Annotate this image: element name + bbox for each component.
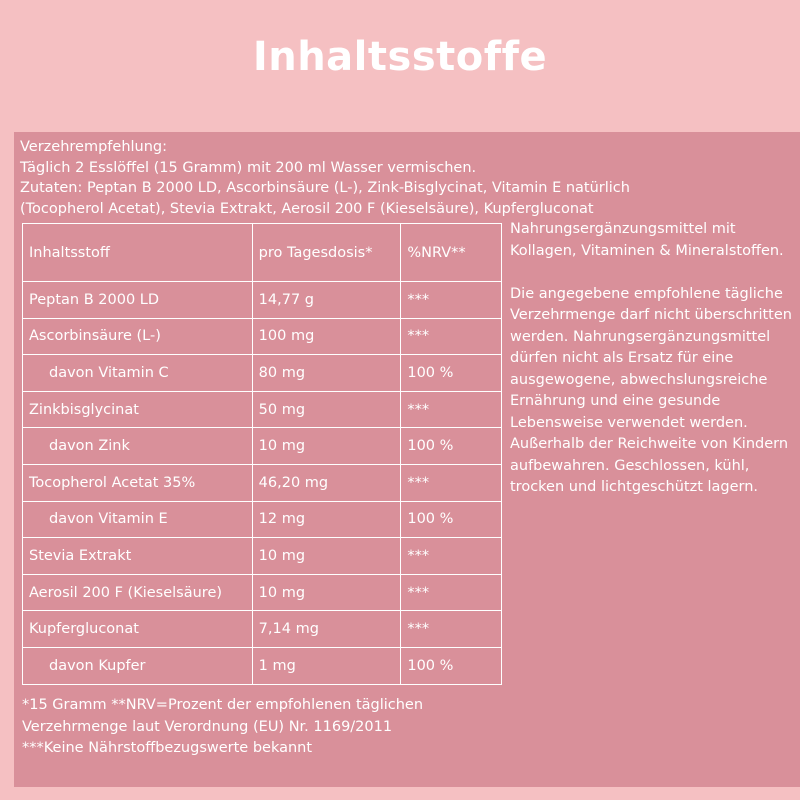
cell-ingredient: Peptan B 2000 LD xyxy=(23,282,253,319)
nutrition-table xyxy=(22,223,502,685)
intro-ingredients-line1: Zutaten: Peptan B 2000 LD, Ascorbinsäure (L-), Zink-Bisglycinat, Vitamin E natürlich xyxy=(20,180,630,196)
cell-dose: 14,77 g xyxy=(252,282,401,319)
table-header-row xyxy=(23,224,502,282)
cell-dose: 10 mg xyxy=(252,428,401,465)
cell-nrv: *** xyxy=(401,318,502,355)
table-row xyxy=(23,647,502,684)
cell-nrv: *** xyxy=(401,611,502,648)
intro-heading: Verzehrempfehlung: xyxy=(20,139,168,155)
cell-dose: 50 mg xyxy=(252,391,401,428)
product-description: Nahrungsergänzungsmittel mit Kollagen, Vitaminen & Mineralstoffen. xyxy=(510,221,784,259)
table-row xyxy=(23,318,502,355)
cell-nrv: *** xyxy=(401,391,502,428)
intro-text xyxy=(20,137,780,219)
cell-ingredient: davon Zink xyxy=(23,428,253,465)
table-row xyxy=(23,611,502,648)
cell-nrv: 100 % xyxy=(401,647,502,684)
cell-ingredient: davon Vitamin E xyxy=(23,501,253,538)
intro-dosage: Täglich 2 Esslöffel (15 Gramm) mit 200 ml Wasser vermischen. xyxy=(20,159,477,176)
table-row xyxy=(23,464,502,501)
table-row xyxy=(23,428,502,465)
header-ingredient: Inhaltsstoff xyxy=(23,224,253,282)
cell-dose: 1 mg xyxy=(252,647,401,684)
table-row xyxy=(23,501,502,538)
cell-ingredient: Ascorbinsäure (L-) xyxy=(23,318,253,355)
cell-dose: 10 mg xyxy=(252,538,401,575)
cell-dose: 46,20 mg xyxy=(252,464,401,501)
cell-ingredient: Zinkbisglycinat xyxy=(23,391,253,428)
cell-ingredient: Tocopherol Acetat 35% xyxy=(23,464,253,501)
footnote-line: *15 Gramm **NRV=Prozent der empfohlenen täglichen xyxy=(22,697,424,713)
cell-ingredient: davon Vitamin C xyxy=(23,355,253,392)
cell-nrv: 100 % xyxy=(401,501,502,538)
cell-dose: 7,14 mg xyxy=(252,611,401,648)
cell-dose: 80 mg xyxy=(252,355,401,392)
cell-nrv: *** xyxy=(401,538,502,575)
cell-nrv: 100 % xyxy=(401,428,502,465)
cell-nrv: *** xyxy=(401,282,502,319)
cell-ingredient: Aerosil 200 F (Kieselsäure) xyxy=(23,574,253,611)
product-info xyxy=(510,219,795,520)
table-row xyxy=(23,282,502,319)
intro-ingredients-line2: (Tocopherol Acetat), Stevia Extrakt, Aerosil 200 F (Kieselsäure), Kupfergluconat xyxy=(20,200,594,217)
cell-dose: 12 mg xyxy=(252,501,401,538)
header-nrv: %NRV** xyxy=(401,224,502,282)
header-daily-dose: pro Tagesdosis* xyxy=(252,224,401,282)
cell-nrv: *** xyxy=(401,574,502,611)
cell-ingredient: Kupfergluconat xyxy=(23,611,253,648)
cell-dose: 100 mg xyxy=(252,318,401,355)
cell-nrv: 100 % xyxy=(401,355,502,392)
table-row xyxy=(23,574,502,611)
cell-ingredient: Stevia Extrakt xyxy=(23,538,253,575)
cell-nrv: *** xyxy=(401,464,502,501)
footnote-line: ***Keine Nährstoffbezugswerte bekannt xyxy=(22,740,313,756)
table-row xyxy=(23,391,502,428)
cell-ingredient: davon Kupfer xyxy=(23,647,253,684)
usage-warning: Die angegebene empfohlene tägliche Verzehrmenge darf nicht überschritten werden. Nahrungsergänzungsmittel dürfen nicht als Ersatz für eine ausgewogene, abwechslungsreiche Ernährung und eine gesunde Lebensweise verwendet werden. Außerhalb der Reichweite von Kindern aufbewahren. Geschlossen, kühl, trocken und lichtgeschützt lagern. xyxy=(510,285,792,495)
cell-dose: 10 mg xyxy=(252,574,401,611)
footnote-line: Verzehrmenge laut Verordnung (EU) Nr. 1169/2011 xyxy=(22,718,393,735)
table-row xyxy=(23,538,502,575)
footnotes xyxy=(22,695,782,760)
table-row xyxy=(23,355,502,392)
page-title: Inhaltsstoffe xyxy=(252,34,548,80)
